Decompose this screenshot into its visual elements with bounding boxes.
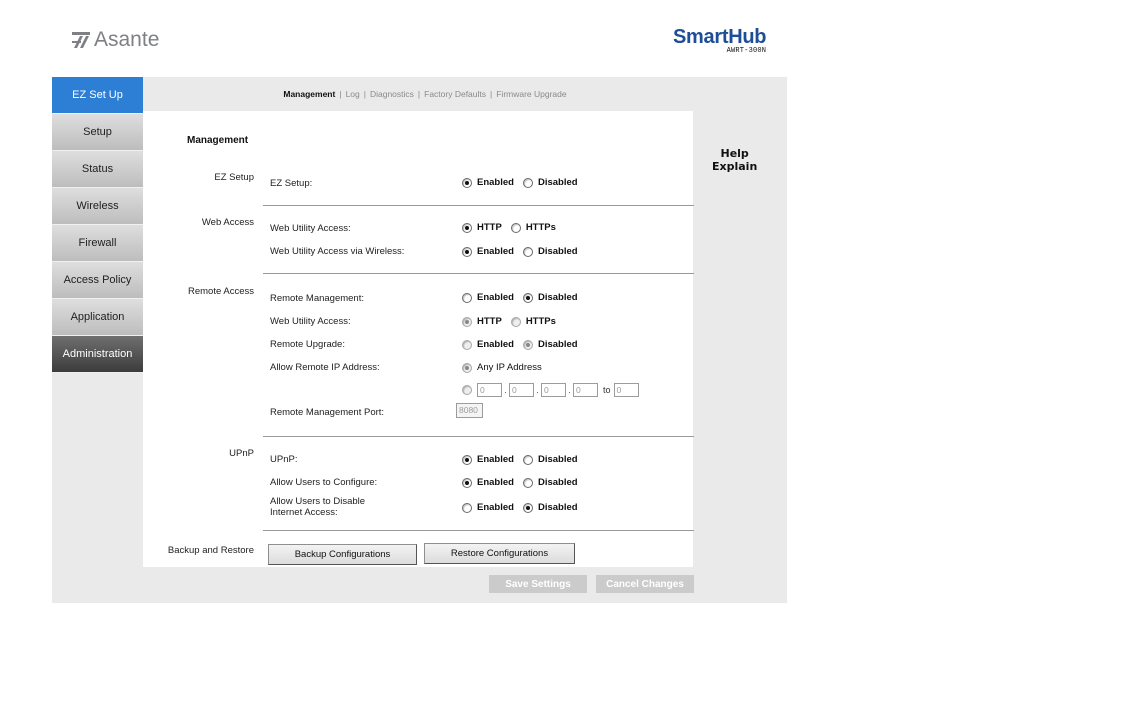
sidebar-item-wireless[interactable]	[52, 188, 143, 225]
option-label: Disabled	[537, 246, 578, 257]
backup-configurations-button[interactable]: Backup Configurations	[268, 544, 417, 565]
upnp-enabled-radio[interactable]	[462, 455, 472, 465]
sidebar-item-ez-setup[interactable]	[52, 77, 143, 114]
model-number: AWRT-300N	[726, 47, 767, 55]
group-label-upnp: UPnP	[229, 448, 254, 459]
field-label-web-access-wireless: Web Utility Access via Wireless:	[270, 246, 405, 257]
restore-configurations-button[interactable]: Restore Configurations	[424, 543, 575, 564]
field-label-allow-remote-ip: Allow Remote IP Address:	[270, 362, 380, 373]
cancel-changes-button[interactable]: Cancel Changes	[596, 575, 694, 593]
sidebar-item-setup[interactable]	[52, 114, 143, 151]
field-label-web-utility-access: Web Utility Access:	[270, 223, 351, 234]
group-label-ez-setup: EZ Setup	[214, 172, 254, 183]
option-label: Enabled	[477, 454, 514, 465]
sidebar-nav	[52, 77, 143, 373]
allow-disable-internet-radio-group	[462, 502, 587, 513]
web-access-wireless-disabled-radio[interactable]	[523, 247, 533, 257]
field-label-remote-port: Remote Management Port:	[270, 407, 385, 418]
field-label-remote-upgrade: Remote Upgrade:	[270, 339, 345, 350]
option-label: HTTPs	[525, 316, 556, 327]
option-label: Disabled	[537, 477, 578, 488]
option-label: Disabled	[537, 502, 578, 513]
sub-navigation	[143, 77, 787, 111]
option-label: HTTPs	[525, 222, 556, 233]
field-label-remote-web-utility: Web Utility Access:	[270, 316, 351, 327]
remote-management-radio-group	[462, 292, 587, 303]
save-settings-button[interactable]: Save Settings	[489, 575, 587, 593]
ez-setup-disabled-radio[interactable]	[523, 178, 533, 188]
option-label: Disabled	[537, 454, 578, 465]
option-label: HTTP	[477, 316, 502, 327]
group-label-backup-restore: Backup and Restore	[167, 545, 254, 556]
upnp-disabled-radio[interactable]	[523, 455, 533, 465]
subnav-separator: |	[417, 89, 421, 99]
option-label: Enabled	[477, 177, 514, 188]
remote-management-disabled-radio[interactable]	[523, 293, 533, 303]
web-access-wireless-radio-group	[462, 246, 587, 257]
remote-management-enabled-radio[interactable]	[462, 293, 472, 303]
asante-logo	[72, 28, 159, 52]
tab-log[interactable]: Log	[345, 89, 360, 99]
sidebar-item-label: Administration	[62, 348, 133, 360]
remote-web-utility-http-radio[interactable]	[462, 317, 472, 327]
allow-configure-radio-group	[462, 477, 587, 488]
ip-dot: .	[536, 385, 539, 395]
product-name: SmartHub	[673, 26, 767, 48]
option-label: Enabled	[477, 339, 514, 350]
field-label-ez-setup: EZ Setup:	[270, 178, 313, 189]
allow-disable-internet-disabled-radio[interactable]	[523, 503, 533, 513]
web-utility-http-radio[interactable]	[462, 223, 472, 233]
option-label: HTTP	[477, 222, 502, 233]
sidebar-item-application[interactable]	[52, 299, 143, 336]
subnav-separator: |	[363, 89, 366, 99]
ip-range-end-input[interactable]: 0	[614, 383, 639, 397]
asante-logo-text: Asante	[94, 28, 160, 51]
section-divider	[263, 436, 694, 437]
group-label-web-access: Web Access	[201, 217, 254, 228]
group-label-remote-access: Remote Access	[188, 286, 254, 297]
sidebar-item-administration[interactable]	[52, 336, 143, 373]
field-label-upnp: UPnP:	[270, 454, 298, 465]
help-explain: Explain	[712, 160, 758, 173]
sidebar-item-label: Wireless	[76, 200, 119, 212]
ip-dot: .	[504, 385, 507, 395]
tab-firmware-upgrade[interactable]: Firmware Upgrade	[496, 89, 567, 99]
field-label-line-2: Internet Access:	[270, 507, 338, 518]
smarthub-logo	[673, 26, 766, 55]
section-divider	[263, 273, 694, 274]
sidebar-item-label: Application	[70, 311, 125, 323]
sidebar-item-label: Access Policy	[63, 274, 132, 286]
tab-factory-defaults[interactable]: Factory Defaults	[424, 89, 487, 99]
section-divider	[263, 530, 694, 531]
ip-octet-3-input[interactable]: 0	[541, 383, 566, 397]
sidebar-item-status[interactable]	[52, 151, 143, 188]
ip-octet-2-input[interactable]: 0	[509, 383, 534, 397]
sidebar-item-firewall[interactable]	[52, 225, 143, 262]
allow-configure-enabled-radio[interactable]	[462, 478, 472, 488]
remote-upgrade-enabled-radio[interactable]	[462, 340, 472, 350]
upnp-radio-group	[462, 454, 587, 465]
field-label-allow-configure: Allow Users to Configure:	[270, 477, 378, 488]
section-title: Management	[187, 135, 249, 146]
allow-configure-disabled-radio[interactable]	[523, 478, 533, 488]
subnav-separator: |	[339, 89, 342, 99]
any-ip-address-radio[interactable]	[462, 363, 472, 373]
sidebar-item-label: Firewall	[78, 237, 117, 249]
section-divider	[263, 205, 694, 206]
field-label-allow-disable-internet	[270, 496, 365, 518]
option-label: Disabled	[537, 177, 578, 188]
ez-setup-radio-group	[462, 177, 587, 188]
asante-logo-mark-icon	[72, 32, 90, 48]
field-label-remote-management: Remote Management:	[270, 293, 364, 304]
option-label: Enabled	[477, 246, 514, 257]
subnav-separator: |	[490, 89, 493, 99]
remote-upgrade-radio-group	[462, 339, 587, 350]
ez-setup-enabled-radio[interactable]	[462, 178, 472, 188]
tab-management[interactable]: Management	[283, 89, 336, 99]
option-label: Enabled	[477, 477, 514, 488]
ip-range-radio[interactable]	[462, 385, 472, 395]
allow-disable-internet-enabled-radio[interactable]	[462, 503, 472, 513]
option-label: Disabled	[537, 339, 578, 350]
remote-port-input[interactable]: 8080	[456, 403, 483, 418]
remote-web-utility-radio-group	[462, 316, 565, 327]
option-label: Disabled	[537, 292, 578, 303]
ip-octet-4-input[interactable]: 0	[573, 383, 598, 397]
ip-octet-1-input[interactable]: 0	[477, 383, 502, 397]
ip-range-row	[462, 383, 639, 397]
ip-dot: .	[568, 385, 571, 395]
sidebar-item-label: EZ Set Up	[72, 89, 123, 101]
option-label: Any IP Address	[477, 362, 542, 373]
sidebar-item-label: Status	[81, 163, 114, 175]
field-label-line-1: Allow Users to Disable	[270, 496, 366, 507]
help-title: Help	[720, 147, 749, 160]
web-utility-https-radio[interactable]	[511, 223, 521, 233]
sidebar-item-access-policy[interactable]	[52, 262, 143, 299]
sidebar-item-label: Setup	[83, 126, 112, 138]
help-panel	[712, 147, 757, 173]
remote-upgrade-disabled-radio[interactable]	[523, 340, 533, 350]
allow-remote-ip-any-option	[462, 362, 551, 373]
option-label: Enabled	[477, 292, 514, 303]
tab-diagnostics[interactable]: Diagnostics	[369, 89, 414, 99]
option-label: Enabled	[477, 502, 514, 513]
ip-to-label: to	[603, 385, 611, 395]
remote-web-utility-https-radio[interactable]	[511, 317, 521, 327]
web-access-wireless-enabled-radio[interactable]	[462, 247, 472, 257]
web-utility-access-radio-group	[462, 222, 565, 233]
